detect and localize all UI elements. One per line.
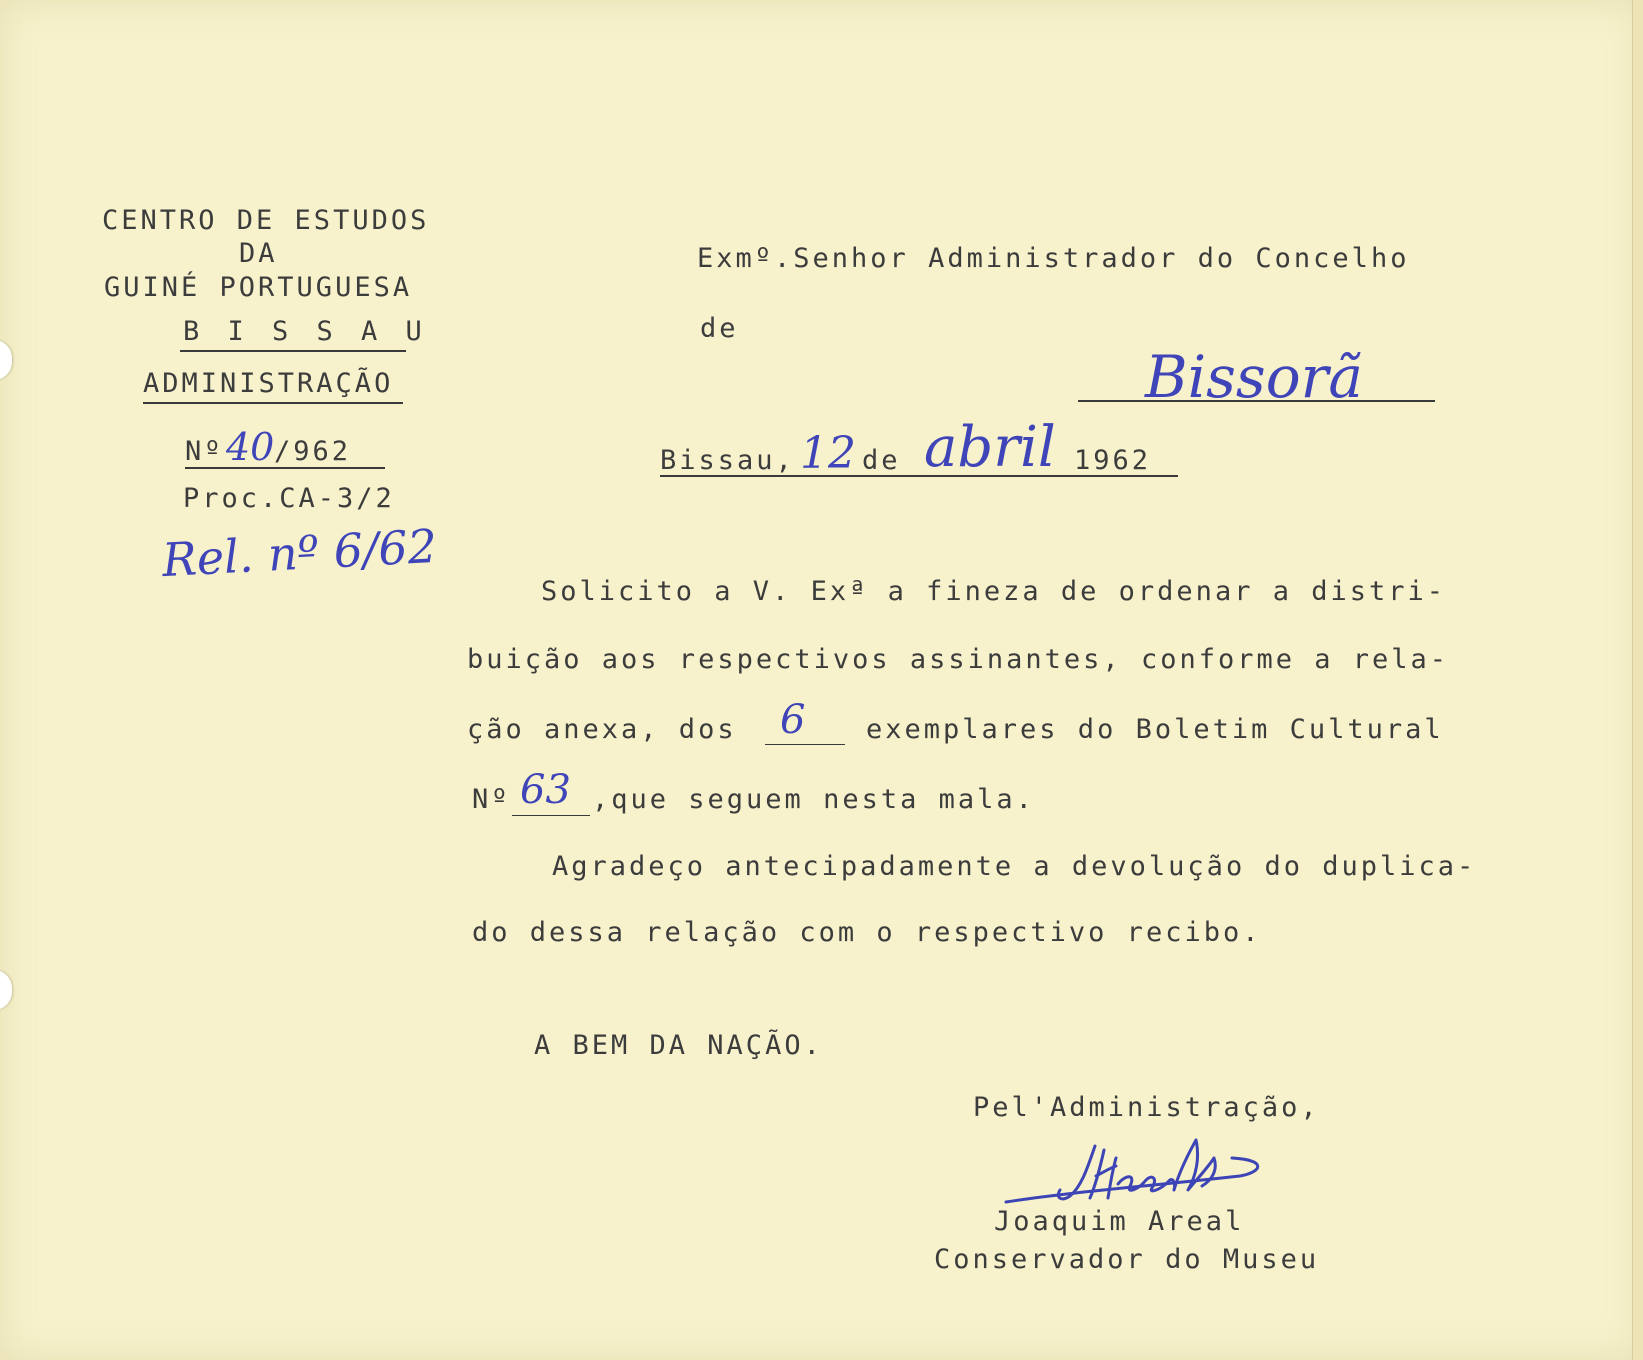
body-p1-line3a: ção anexa, dos	[467, 714, 737, 745]
city-underline	[180, 350, 406, 352]
body-p2-line1: Agradeço antecipadamente a devolução do duplica-	[552, 851, 1477, 882]
letterhead-line3: GUINÉ PORTUGUESA	[104, 272, 413, 303]
date-city: Bissau,	[660, 445, 795, 476]
place-underline	[1078, 400, 1435, 402]
closing-on-behalf: Pel'Administração,	[973, 1092, 1320, 1123]
date-underline	[660, 475, 1178, 477]
body-p1-line4-prefix: Nº	[472, 784, 511, 815]
paper-edge	[1632, 0, 1643, 1360]
copies-count-handwritten: 6	[780, 697, 806, 743]
date-year: 1962	[1074, 445, 1152, 476]
letterhead-line2: DA	[239, 238, 278, 269]
punch-hole	[0, 970, 12, 1010]
body-p1-line2: buição aos respectivos assinantes, conforme a rela-	[467, 644, 1450, 675]
letterhead-line1: CENTRO DE ESTUDOS	[102, 205, 430, 236]
body-p1-line3b: exemplares do Boletim Cultural	[866, 714, 1444, 745]
body-p2-line2: do dessa relação com o respectivo recibo.	[472, 917, 1262, 948]
signature-drawing	[1000, 1128, 1300, 1218]
closing-motto: A BEM DA NAÇÃO.	[534, 1030, 823, 1061]
date-month-handwritten: abril	[924, 415, 1056, 480]
signer-title: Conservador do Museu	[934, 1244, 1320, 1275]
reference-number-prefix: Nº	[185, 436, 224, 467]
reference-number-year: /962	[274, 436, 352, 467]
addressee-line1: Exmº.Senhor Administrador do Concelho	[697, 243, 1410, 274]
addressee-line2: de	[700, 313, 739, 344]
date-day-handwritten: 12	[800, 428, 856, 479]
relation-handwritten: Rel. nº 6/62	[160, 518, 439, 588]
bulletin-number-underline	[512, 815, 590, 816]
addressee-place-handwritten: Bissorã	[1145, 343, 1363, 411]
date-de: de	[862, 445, 901, 476]
signer-name: Joaquim Areal	[994, 1206, 1245, 1237]
letterhead-city: B I S S A U	[183, 316, 428, 347]
body-p1-line1: Solicito a V. Exª a fineza de ordenar a distri-	[541, 576, 1447, 607]
letterhead-department: ADMINISTRAÇÃO	[143, 368, 394, 399]
department-underline	[143, 402, 403, 404]
bulletin-number-handwritten: 63	[520, 767, 571, 813]
copies-underline	[765, 744, 845, 745]
reference-number-handwritten: 40	[226, 425, 275, 469]
reference-underline	[185, 467, 385, 469]
body-p1-line4b: ,que seguem nesta mala.	[592, 784, 1035, 815]
process-reference: Proc.CA-3/2	[183, 483, 395, 514]
punch-hole	[0, 340, 12, 380]
